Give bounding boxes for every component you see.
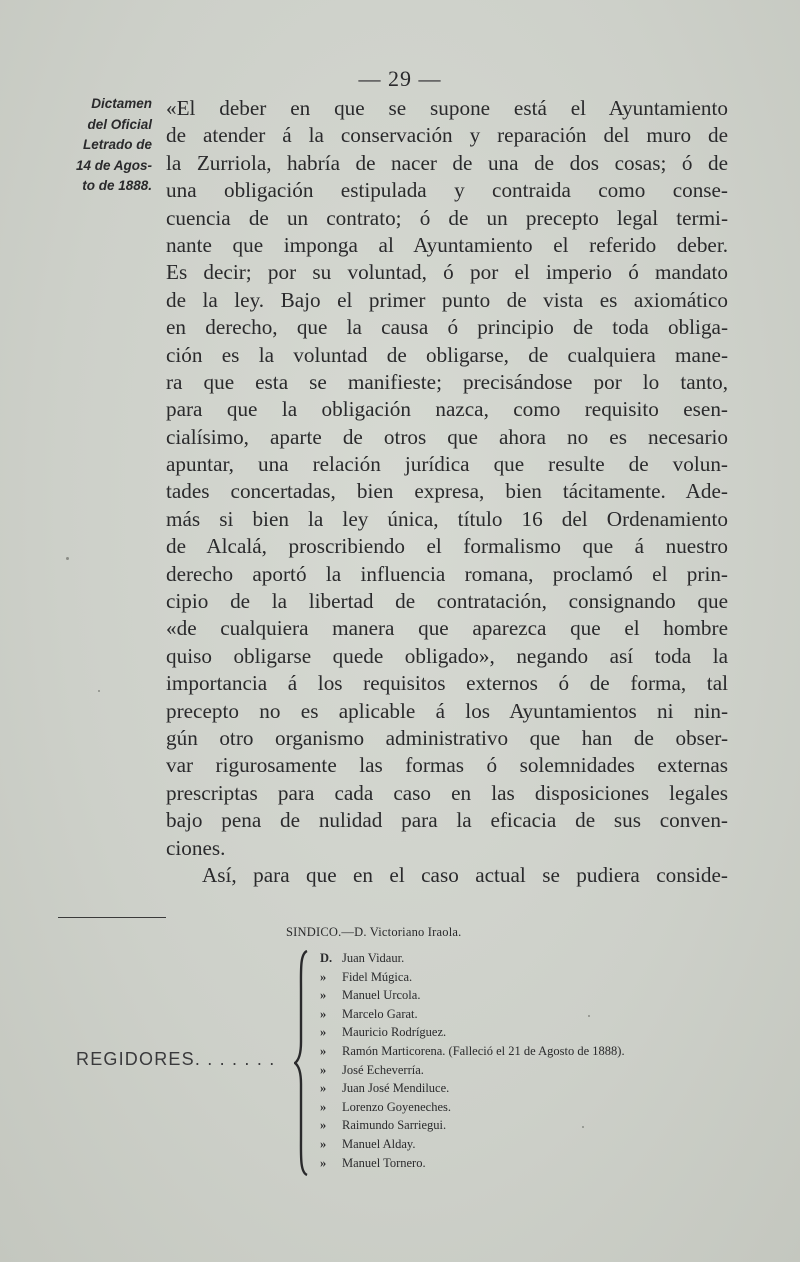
regidores-label: REGIDORES. . . . . . . — [76, 1049, 276, 1069]
list-item — [320, 968, 625, 987]
page-number: — 29 — — [358, 66, 442, 91]
list-item-name: Juan José Mendiluce. — [342, 1081, 450, 1096]
margin-note-line: del Oficial — [87, 116, 152, 132]
text-line: gún otro organismo administrativo que han de obser- — [166, 725, 728, 750]
text-line: cipio de la libertad de contratación, consignando que — [166, 589, 728, 614]
text-line: apuntar, una relación jurídica que resulte de volun- — [166, 452, 728, 477]
list-item-name: Fidel Múgica. — [342, 969, 413, 984]
list-item-mark: » — [320, 1099, 327, 1114]
text-line: de la ley. Bajo el primer punto de vista es axiomático — [166, 287, 728, 312]
text-line: bajo pena de nulidad para la eficacia de sus conven- — [166, 808, 728, 833]
text-line: «El deber en que se supone está el Ayuntamiento — [166, 96, 728, 120]
list-item-mark: » — [320, 1081, 327, 1096]
list-item — [320, 1005, 625, 1024]
list-item — [320, 1061, 625, 1080]
list-item-mark: » — [320, 1136, 327, 1151]
margin-note-line: to de 1888. — [82, 178, 152, 193]
text-line: ciones. — [166, 835, 226, 860]
list-item-name: Lorenzo Goyeneches. — [342, 1099, 451, 1114]
text-line: la Zurriola, habría de nacer de una de dos cosas; ó de — [166, 150, 728, 175]
list-item-mark: » — [320, 1043, 327, 1058]
text-line: cuencia de un contrato; ó de un precepto legal termi- — [166, 205, 728, 230]
text-line: var rigurosamente las formas ó solemnidades externas — [166, 753, 728, 778]
sindico-line: SINDICO.—D. Victoriano Iraola. — [286, 925, 462, 939]
list-item-name: Mauricio Rodríguez. — [342, 1025, 447, 1040]
list-item — [320, 949, 625, 968]
list-item-mark: » — [320, 1062, 327, 1077]
left-brace-icon — [294, 950, 310, 1176]
paper-speck — [98, 690, 100, 692]
margin-note-line: Letrado de — [82, 137, 152, 152]
list-item — [320, 1135, 625, 1154]
text-line: una obligación estipulada y contraida como conse- — [166, 178, 728, 203]
list-item-mark: » — [320, 988, 327, 1003]
text-line: de Alcalá, proscribiendo el formalismo que á nuestro — [166, 534, 728, 559]
list-item-name: Ramón Marticorena. (Falleció el 21 de Agosto de 1888). — [342, 1043, 625, 1058]
list-item-mark: » — [320, 1155, 327, 1170]
text-line: ra que esta se manifieste; precisándose por lo tanto, — [166, 369, 728, 394]
list-item-mark: » — [320, 1006, 327, 1021]
list-item-name: Manuel Urcola. — [342, 988, 421, 1003]
list-item-name: Manuel Tornero. — [342, 1155, 426, 1170]
list-item — [320, 1154, 625, 1173]
text-line: para que la obligación nazca, como requisito esen- — [166, 397, 728, 422]
list-item-mark: » — [320, 969, 327, 984]
text-line: de atender á la conservación y reparación del muro de — [166, 123, 728, 148]
text-line: cialísimo, aparte de otros que ahora no es necesario — [166, 424, 728, 449]
list-item-name: Juan Vidaur. — [342, 951, 405, 965]
list-item-name: José Echeverría. — [342, 1062, 424, 1077]
text-line: ción es la voluntad de obligarse, de cualquiera mane- — [166, 342, 728, 367]
list-item — [320, 986, 625, 1005]
text-line: nante que imponga al Ayuntamiento el referido deber. — [166, 232, 728, 257]
margin-note — [48, 94, 152, 197]
regidores-list — [320, 949, 625, 1172]
list-item-name: Raimundo Sarriegui. — [342, 1118, 447, 1133]
list-item-mark: » — [320, 1025, 327, 1040]
list-item-name: Manuel Alday. — [342, 1136, 416, 1151]
margin-note-line: 14 de Agos- — [75, 157, 152, 173]
text-line: en derecho, que la causa ó principio de toda obliga- — [166, 315, 728, 340]
text-line: tades concertadas, bien expresa, bien tácitamente. Ade- — [166, 479, 728, 504]
list-item — [320, 1116, 625, 1135]
text-line: Es decir; por su voluntad, ó por el imperio ó mandato — [166, 260, 728, 285]
margin-note-line: Dictamen — [91, 96, 152, 111]
list-item-mark: D. — [320, 951, 333, 965]
text-line: importancia á los requisitos externos ó de forma, tal — [166, 671, 728, 696]
paper-speck — [66, 557, 69, 560]
list-item — [320, 1023, 625, 1042]
paper-speck — [582, 1126, 584, 1128]
body-text — [166, 95, 728, 889]
text-line: «de cualquiera manera que aparezca que el hombre — [166, 616, 728, 641]
text-line: más si bien la ley única, título 16 del Ordenamiento — [166, 506, 728, 531]
list-item — [320, 1098, 625, 1117]
footnote-rule — [58, 917, 166, 918]
paper-speck — [588, 1015, 590, 1017]
text-line: precepto no es aplicable á los Ayuntamientos ni nin- — [166, 698, 728, 723]
text-line: prescriptas para cada caso en las disposiciones legales — [166, 780, 728, 805]
list-item — [320, 1079, 625, 1098]
list-item-name: Marcelo Garat. — [342, 1006, 418, 1021]
text-line: quiso obligarse quede obligado», negando así toda la — [166, 643, 728, 668]
text-line: Así, para que en el caso actual se pudiera conside- — [202, 862, 728, 887]
text-line: derecho aportó la influencia romana, proclamó el prin- — [166, 561, 728, 586]
list-item — [320, 1042, 625, 1061]
list-item-mark: » — [320, 1118, 327, 1133]
